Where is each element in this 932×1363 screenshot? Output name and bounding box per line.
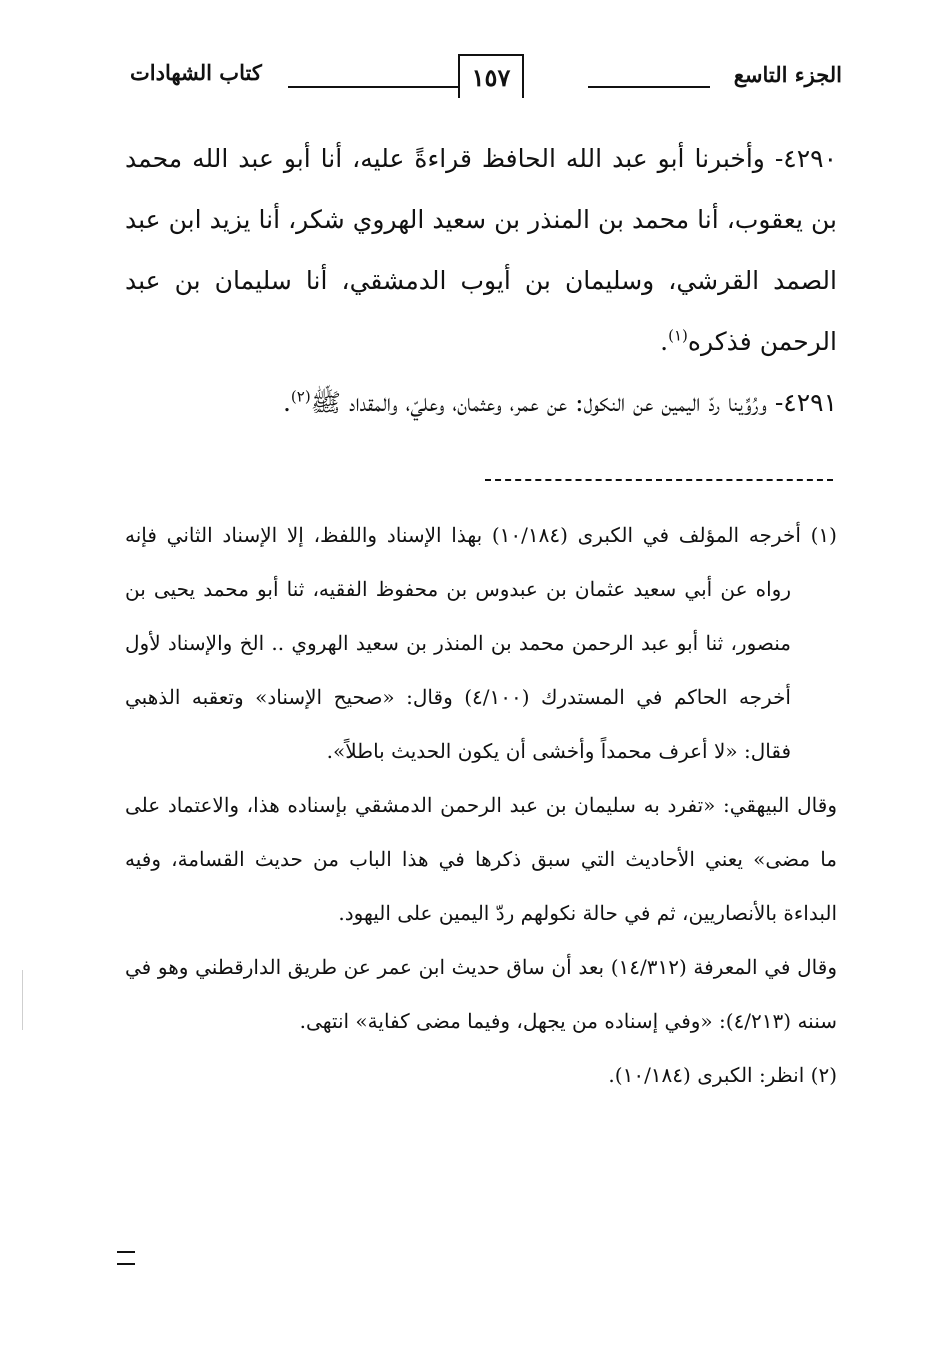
footnote-2: (٢) انظر: الكبرى (١٠/١٨٤). <box>608 1063 837 1087</box>
running-header <box>130 48 842 108</box>
footnote-ref-2[interactable]: (٢) <box>290 387 311 406</box>
header-rule-right <box>588 86 710 88</box>
hadith-4290-tail: . <box>660 327 669 356</box>
hadith-4291-text: ٤٢٩١- ورُوِّينا ردّ اليمين عن النكول: عن عمر، وعثمان، وعليّ، والمقداد ﷺ <box>310 388 837 417</box>
end-mark <box>117 1251 135 1265</box>
part-title: الجزء التاسع <box>733 62 842 87</box>
footnote-ref-1[interactable]: (١) <box>668 326 688 345</box>
footnote-1: (١) أخرجه المؤلف في الكبرى (١٠/١٨٤) بهذا الإسناد واللفظ، إلا الإسناد الثاني فإنه رواه عن أبي سعيد عثمان بن عبدوس بن محفوظ الفقيه، ثنا أبو محمد يحيى بن منصور، ثنا أبو عبد الرحمن محمد بن المنذر بن سعيد الهروي .. الخ والإسناد لأول أخرجه الحاكم في المستدرك (٤/١٠٠) وقال: «صحيح الإسناد» وتعقبه الذهبي فقال: «لا أعرف محمداً وأخشى أن يكون الحديث باطلاً». <box>125 523 837 763</box>
hadith-4291-tail: . <box>282 388 291 417</box>
hadith-4290 <box>125 128 837 372</box>
header-rule-left <box>288 86 458 88</box>
main-text <box>125 128 837 433</box>
scan-edge <box>22 970 23 1030</box>
book-title: كتاب الشهادات <box>130 60 262 85</box>
page-number: ١٥٧ <box>458 54 524 98</box>
hadith-4291 <box>125 372 837 433</box>
footnote-1-continued-b: وقال في المعرفة (١٤/٣١٢) بعد أن ساق حديث ابن عمر عن طريق الدارقطني وهو في سننه (٤/٢١٣): «وفي إسناده من يجهل، وفيما مضى كفاية» انتهى. <box>125 955 837 1033</box>
footnote-separator <box>485 479 833 481</box>
hadith-4290-text: ٤٢٩٠- وأخبرنا أبو عبد الله الحافظ قراءةً عليه، أنا أبو عبد الله محمد بن يعقوب، أنا محمد بن المنذر بن سعيد الهروي شكر، أنا يزيد ابن عبد الصمد القرشي، وسليمان بن أيوب الدمشقي، أنا سليمان بن عبد الرحمن فذكره <box>125 144 837 356</box>
footnote-1-continued-a: وقال البيهقي: «تفرد به سليمان بن عبد الرحمن الدمشقي بإسناده هذا، والاعتماد على ما مضى» يعني الأحاديث التي سبق ذكرها في هذا الباب من حديث القسامة، وفيه البداءة بالأنصاريين، ثم في حالة نكولهم ردّ اليمين على اليهود. <box>125 793 837 925</box>
footnotes <box>125 508 837 1102</box>
